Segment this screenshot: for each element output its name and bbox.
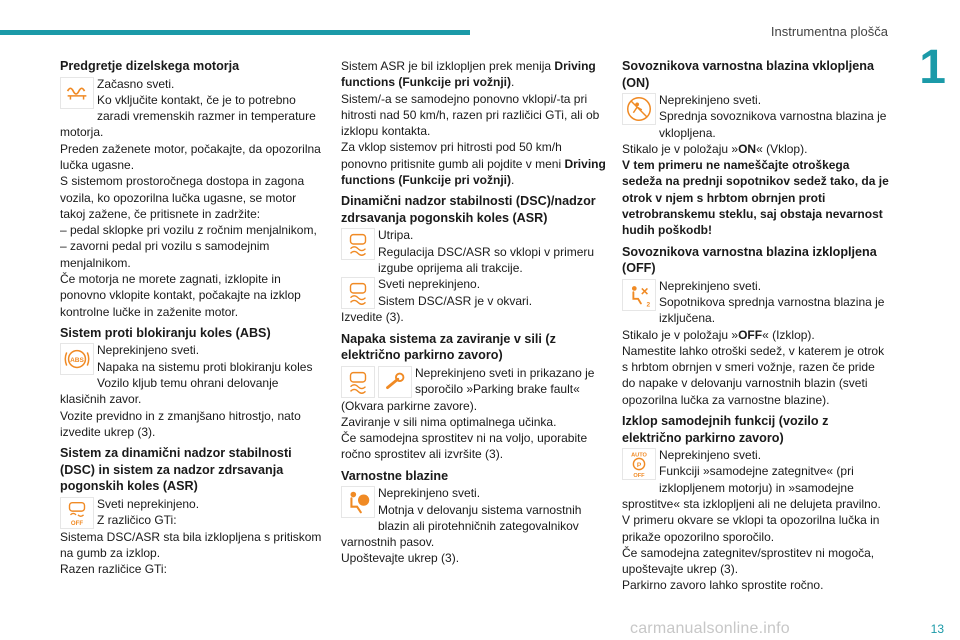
- brake-fault-desc: Neprekinjeno sveti in prikazano je sporočilo »Parking brake fault«: [415, 365, 595, 396]
- column-3: [622, 58, 890, 594]
- auto-off-entry: [622, 447, 890, 512]
- svg-text:OFF: OFF: [633, 473, 645, 480]
- column-2: [341, 58, 609, 567]
- pa-on-desc: Sprednja sovoznikova varnostna blazina je vklopljena.: [659, 109, 887, 140]
- paragraph: Namestite lahko otroški sedež, v katerem je otrok s hrbtom obrnjen v smeri vožnje, razen če pride do napake v delovanju varnostnih blazin (sveti opozorilna lučka za varnostne blazine).: [622, 343, 885, 407]
- warning-text: V tem primeru ne nameščajte otroškega sedeža na prednji sopotnikov sedež tako, da je otrok v njem s hrbtom obrnjen proti vetrobranskemu steklu, saj obstaja nevarnost hudih poškodb!: [622, 158, 889, 238]
- paragraph: Stikalo je v položaju »ON« (Vklop).: [622, 141, 808, 156]
- dsc-flash-entry: [341, 227, 609, 276]
- svg-text:2: 2: [646, 300, 651, 308]
- skid-car-icon: [341, 228, 375, 260]
- dsc-fault-entry: [341, 276, 609, 309]
- dsc-off-icon: [60, 497, 94, 529]
- section-title: Instrumentna plošča: [770, 24, 888, 39]
- dsc-flash-status: Utripa.: [378, 228, 414, 243]
- paragraph: V primeru okvare se vklopi ta opozorilna lučka in prikaže opozorilno sporočilo.: [622, 513, 880, 544]
- dsc-status: Sveti neprekinjeno.: [97, 496, 200, 511]
- airbag-status: Neprekinjeno sveti.: [378, 486, 481, 501]
- paragraph: Zaviranje v sili nima optimalnega učinka.: [341, 414, 557, 429]
- column-1: [60, 58, 322, 578]
- skid-car-icon: [341, 277, 375, 309]
- brake-fault-entry: [341, 365, 609, 398]
- paragraph: Sistem/-a se samodejno ponovno vklopi/-ta pri hitrosti nad 50 km/h, razen pri različici GTi, ali ob izklopu kontakta.: [341, 91, 600, 139]
- watermark: carmanualsonline.info: [630, 620, 790, 637]
- paragraph: Parkirno zavoro lahko sprostite ročno.: [622, 578, 824, 593]
- abs-status: Neprekinjeno sveti.: [97, 343, 200, 358]
- svg-text:AUTO: AUTO: [631, 452, 647, 459]
- paragraph: Preden zaženete motor, počakajte, da opozorilna lučka ugasne.: [60, 141, 321, 172]
- dsc-fault-desc: Sistem DSC/ASR je v okvari.: [378, 293, 533, 308]
- dsc-variant: Z različico GTi:: [97, 513, 177, 528]
- dsc-off-entry: [60, 496, 322, 529]
- paragraph: (Okvara parkirne zavore).: [341, 398, 478, 413]
- paragraph: Sistem ASR je bil izklopljen prek menija Driving functions (Funkcije pri vožnji).: [341, 59, 596, 90]
- auto-p-off-icon: [622, 448, 656, 480]
- paragraph: Stikalo je v položaju »OFF« (Izklop).: [622, 327, 815, 342]
- dsc-off-label: OFF: [70, 519, 84, 527]
- pa-off-status: Neprekinjeno sveti.: [659, 278, 762, 293]
- airbag-entry: [341, 485, 609, 550]
- dsc-fault-status: Sveti neprekinjeno.: [378, 277, 481, 292]
- skid-car-icon: [341, 366, 375, 398]
- paragraph: Razen različice GTi:: [60, 562, 167, 577]
- chapter-number: 1: [919, 41, 946, 94]
- heading-passenger-airbag-on: Sovoznikova varnostna blazina vklopljena (ON): [622, 59, 874, 90]
- svg-text:ABS: ABS: [70, 357, 84, 365]
- auto-off-status: Neprekinjeno sveti.: [659, 448, 762, 463]
- preheat-desc: Ko vključite kontakt, če je to potrebno zaradi vremenskih razmer in temperature motorja.: [60, 92, 316, 140]
- heading-abs: Sistem proti blokiranju koles (ABS): [60, 325, 271, 340]
- wrench-icon: [378, 366, 412, 398]
- paragraph: Izvedite (3).: [341, 310, 404, 325]
- list-item: – pedal sklopke pri vozilu z ročnim menjalnikom,: [60, 223, 317, 238]
- paragraph: Če motorja ne morete zagnati, izklopite in ponovno vklopite kontakt, počakajte na izklop kontrolne lučke in zaženite motor.: [60, 272, 301, 319]
- abs-entry: [60, 342, 322, 375]
- heading-diesel-preheat: Predgretje dizelskega motorja: [60, 59, 240, 73]
- preheat-coil-icon: [60, 77, 94, 109]
- preheat-status: Začasno sveti.: [97, 76, 175, 91]
- auto-off-desc: Funkciji »samodejne zategnitve« (pri izklopljenem motorju) in »samodejne sprostitve« sta izklopljeni ali ne delujeta pravilno.: [622, 464, 881, 511]
- abs-icon: [60, 343, 94, 375]
- heading-emergency-brake-fault: Napaka sistema za zaviranje v sili (z električno parkirno zavoro): [341, 331, 556, 363]
- paragraph: Če samodejna zategnitev/sprostitev ni mogoča, upoštevajte ukrep (3).: [622, 545, 875, 577]
- dsc-flash-desc: Regulacija DSC/ASR so vklopi v primeru izgube oprijema ali trakcije.: [378, 244, 595, 275]
- heading-dsc-asr: Sistem za dinamični nadzor stabilnosti (DSC) in sistem za nadzor zdrsavanja pogonskih koles (ASR): [60, 446, 292, 494]
- paragraph: S sistemom prostoročnega dostopa in zagona vozila, ko opozorilna lučka ugasne, se motor takoj zažene, če pritisnete in zadržite:: [60, 174, 305, 221]
- passenger-airbag-off-entry: [622, 278, 890, 327]
- heading-dsc-asr-dynamic: Dinamični nadzor stabilnosti (DSC)/nadzor zdrsavanja pogonskih koles (ASR): [341, 194, 596, 225]
- heading-passenger-airbag-off: Sovoznikova varnostna blazina izklopljena (OFF): [622, 244, 877, 276]
- pa-on-status: Neprekinjeno sveti.: [659, 93, 762, 107]
- paragraph: Sistema DSC/ASR sta bila izklopljena s pritiskom na gumb za izklop.: [60, 529, 322, 561]
- paragraph: Vozite previdno in z zmanjšano hitrostjo, nato izvedite ukrep (3).: [60, 408, 301, 439]
- passenger-airbag-on-entry: [622, 92, 890, 141]
- paragraph: Upoštevajte ukrep (3).: [341, 551, 460, 566]
- abs-desc: Napaka na sistemu proti blokiranju koles: [97, 359, 313, 374]
- preheat-entry: [60, 76, 322, 141]
- airbag-icon: [341, 486, 375, 518]
- heading-auto-functions-off: Izklop samodejnih funkcij (vozilo z električno parkirno zavoro): [622, 414, 829, 445]
- paragraph: Vozilo kljub temu ohrani delovanje klasičnih zavor.: [60, 376, 279, 407]
- page-number: 13: [930, 622, 944, 636]
- pa-off-desc: Sopotnikova sprednja varnostna blazina je izključena.: [659, 294, 885, 326]
- airbag-desc: Motnja v delovanju sistema varnostnih blazin ali pirotehničnih zategovalnikov varnostnih pasov.: [341, 502, 582, 550]
- header-accent-bar: [0, 30, 470, 35]
- paragraph: Če samodejna sprostitev ni na voljo, uporabite ročno sprostitev ali izvršite (3).: [341, 431, 588, 462]
- heading-airbags: Varnostne blazine: [341, 468, 449, 483]
- list-item: – zavorni pedal pri vozilu s samodejnim menjalnikom.: [60, 239, 270, 270]
- passenger-airbag-off-icon: [622, 279, 656, 311]
- svg-text:P: P: [636, 461, 642, 469]
- paragraph: Za vklop sistemov pri hitrosti pod 50 km/h ponovno pritisnite gumb ali pojdite v meni Driving functions (Funkcije pri vožnji).: [341, 140, 606, 188]
- passenger-airbag-on-icon: [622, 93, 656, 125]
